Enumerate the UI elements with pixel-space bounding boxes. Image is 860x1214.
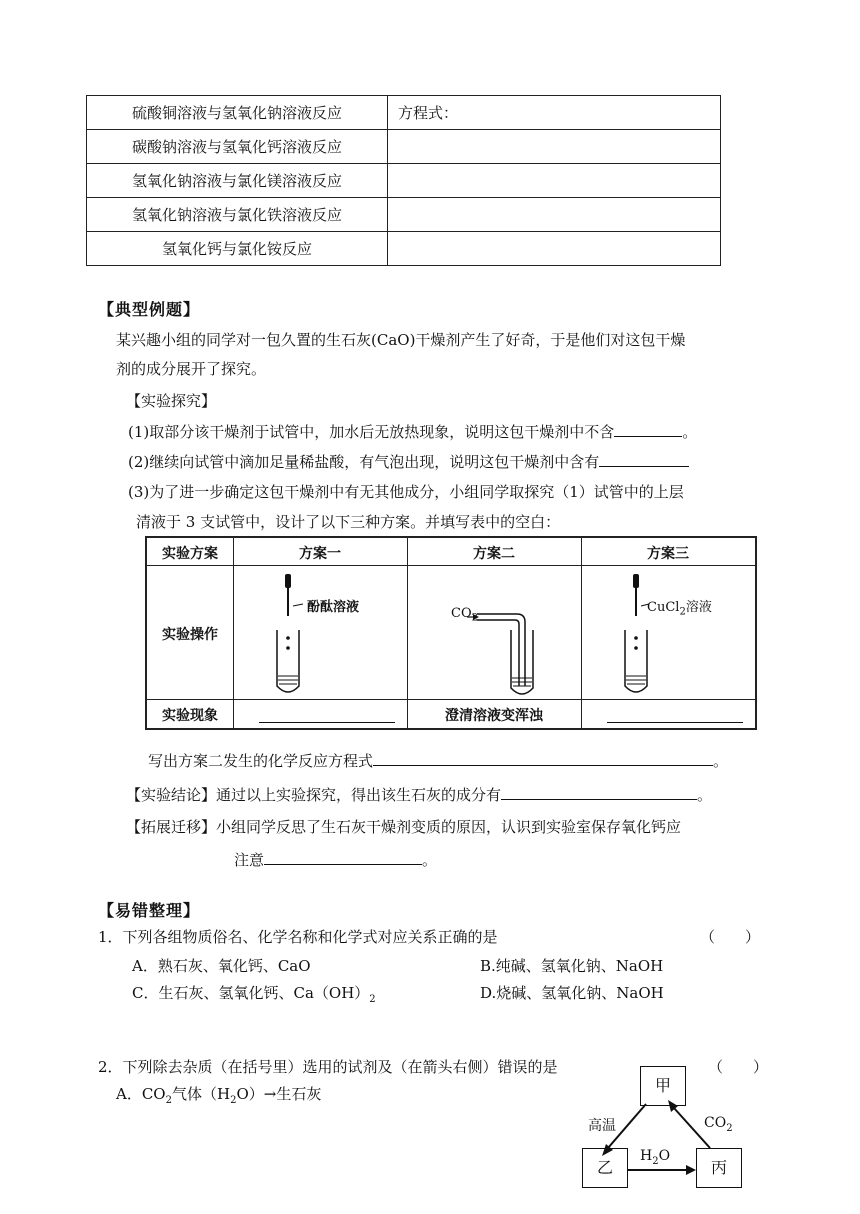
row-header-operation: 实验操作 (162, 627, 218, 643)
example-intro-line1: 某兴趣小组的同学对一包久置的生石灰(CaO)干燥剂产生了好奇，于是他们对这包干燥 (116, 331, 686, 349)
question-2-option-a: A．$CO_2$气体$(H_2O)\to$生石灰 (116, 1085, 322, 1106)
answer-paren[interactable]: （ ） (700, 928, 761, 946)
answer-paren[interactable]: （ ） (708, 1058, 769, 1076)
plan-1-title: 方案一 (299, 546, 341, 562)
answer-blank[interactable] (599, 452, 689, 467)
option-a: A．熟石灰、氧化钙、CaO (132, 957, 311, 975)
col-header-plan: 实验方案 (162, 546, 218, 562)
table-row (87, 198, 721, 232)
plan-2-gas: $CO_2$ (451, 606, 478, 624)
compound-bing: 丙 (696, 1148, 742, 1188)
answer-blank[interactable] (501, 785, 697, 800)
question-1 (128, 421, 697, 442)
question-3-line1: (3)为了进一步确定这包干燥剂中有无其他成分，小组同学取探究（1）试管中的上层 (128, 483, 684, 501)
extension: 【拓展迁移】小组同学反思了生石灰干燥剂变质的原因，认识到实验室保存氧化钙应 (126, 818, 682, 836)
experiment-plans-table (145, 536, 757, 730)
table-row (87, 96, 721, 130)
reaction-table (86, 95, 721, 266)
extension-attention: 注意 。 (234, 851, 438, 869)
compound-jia: 甲 (640, 1066, 686, 1106)
question-2 (128, 451, 689, 472)
plan-3-reagent: CuCl$_2$溶液 (647, 600, 712, 618)
reaction-equation (388, 164, 721, 198)
option-c: C．生石灰、氢氧化钙、$Ca(OH)_2$ (132, 984, 376, 1005)
dropper-test-tube-icon (233, 566, 407, 699)
question-3-line2: 清液于 3 支试管中，设计了以下三种方案。并填写表中的空白： (136, 513, 561, 531)
plan-2-title: 方案二 (473, 546, 515, 562)
question-1-end: 。 (682, 423, 698, 441)
reaction-equation (388, 130, 721, 164)
reaction-equation (388, 232, 721, 266)
reaction-label: 氢氧化钠溶液与氯化镁溶液反应 (87, 164, 388, 198)
h2o-label: $H_2O$ (640, 1148, 671, 1167)
co2-label: $CO_2$ (704, 1115, 733, 1134)
equation-prompt: 写出方案二发生的化学反应方程式 。 (148, 752, 729, 770)
answer-blank[interactable] (373, 751, 713, 766)
mistakes-heading: 【易错整理】 (98, 901, 201, 920)
row-header-phenomenon: 实验现象 (162, 708, 218, 724)
compound-yi: 乙 (582, 1148, 628, 1188)
question-2-text: (2)继续向试管中滴加足量稀盐酸，有气泡出现，说明这包干燥剂中含有 (128, 453, 600, 471)
option-b: B.纯碱、氢氧化钠、NaOH (480, 957, 664, 975)
reaction-label: 硫酸铜溶液与氢氧化钠溶液反应 (87, 96, 388, 130)
conclusion: 【实验结论】通过以上实验探究，得出该生石灰的成分有 。 (126, 786, 713, 804)
mistake-question-2: 2．下列除去杂质（在括号里）选用的试剂及（在箭头右侧）错误的是 (98, 1058, 558, 1076)
plan-2-phenomenon: 澄清溶液变浑浊 (445, 708, 543, 724)
reaction-label: 氢氧化钙与氯化铵反应 (87, 232, 388, 266)
plan-3-phenomenon-blank[interactable] (607, 708, 743, 723)
table-row (87, 232, 721, 266)
experiment-section-title: 【实验探究】 (126, 392, 217, 410)
reaction-label: 氢氧化钠溶液与氯化铁溶液反应 (87, 198, 388, 232)
high-temp-label: 高温 (588, 1118, 616, 1134)
mistake-question-1: 1．下列各组物质俗名、化学名称和化学式对应关系正确的是 (98, 928, 498, 946)
option-d: D.烧碱、氢氧化钠、NaOH (480, 984, 664, 1002)
example-intro-line2: 剂的成分展开了探究。 (116, 360, 267, 378)
plan-1-reagent: 酚酞溶液 (307, 600, 360, 615)
answer-blank[interactable] (614, 422, 682, 437)
gas-tube-test-tube-icon (407, 566, 581, 699)
table-row (87, 130, 721, 164)
plan-3-title: 方案三 (647, 546, 689, 562)
dropper-test-tube-icon (581, 566, 755, 699)
extension-tag: 【拓展迁移】 (126, 818, 217, 836)
conclusion-tag: 【实验结论】 (126, 786, 217, 804)
reaction-label: 碳酸钠溶液与氢氧化钙溶液反应 (87, 130, 388, 164)
answer-blank[interactable] (264, 850, 422, 865)
question-1-text: (1)取部分该干燥剂于试管中，加水后无放热现象，说明这包干燥剂中不含 (128, 423, 615, 441)
table-row (87, 164, 721, 198)
reaction-equation (388, 198, 721, 232)
plan-1-phenomenon-blank[interactable] (259, 708, 395, 723)
example-heading: 【典型例题】 (98, 300, 201, 319)
reaction-equation: 方程式： (388, 96, 721, 130)
